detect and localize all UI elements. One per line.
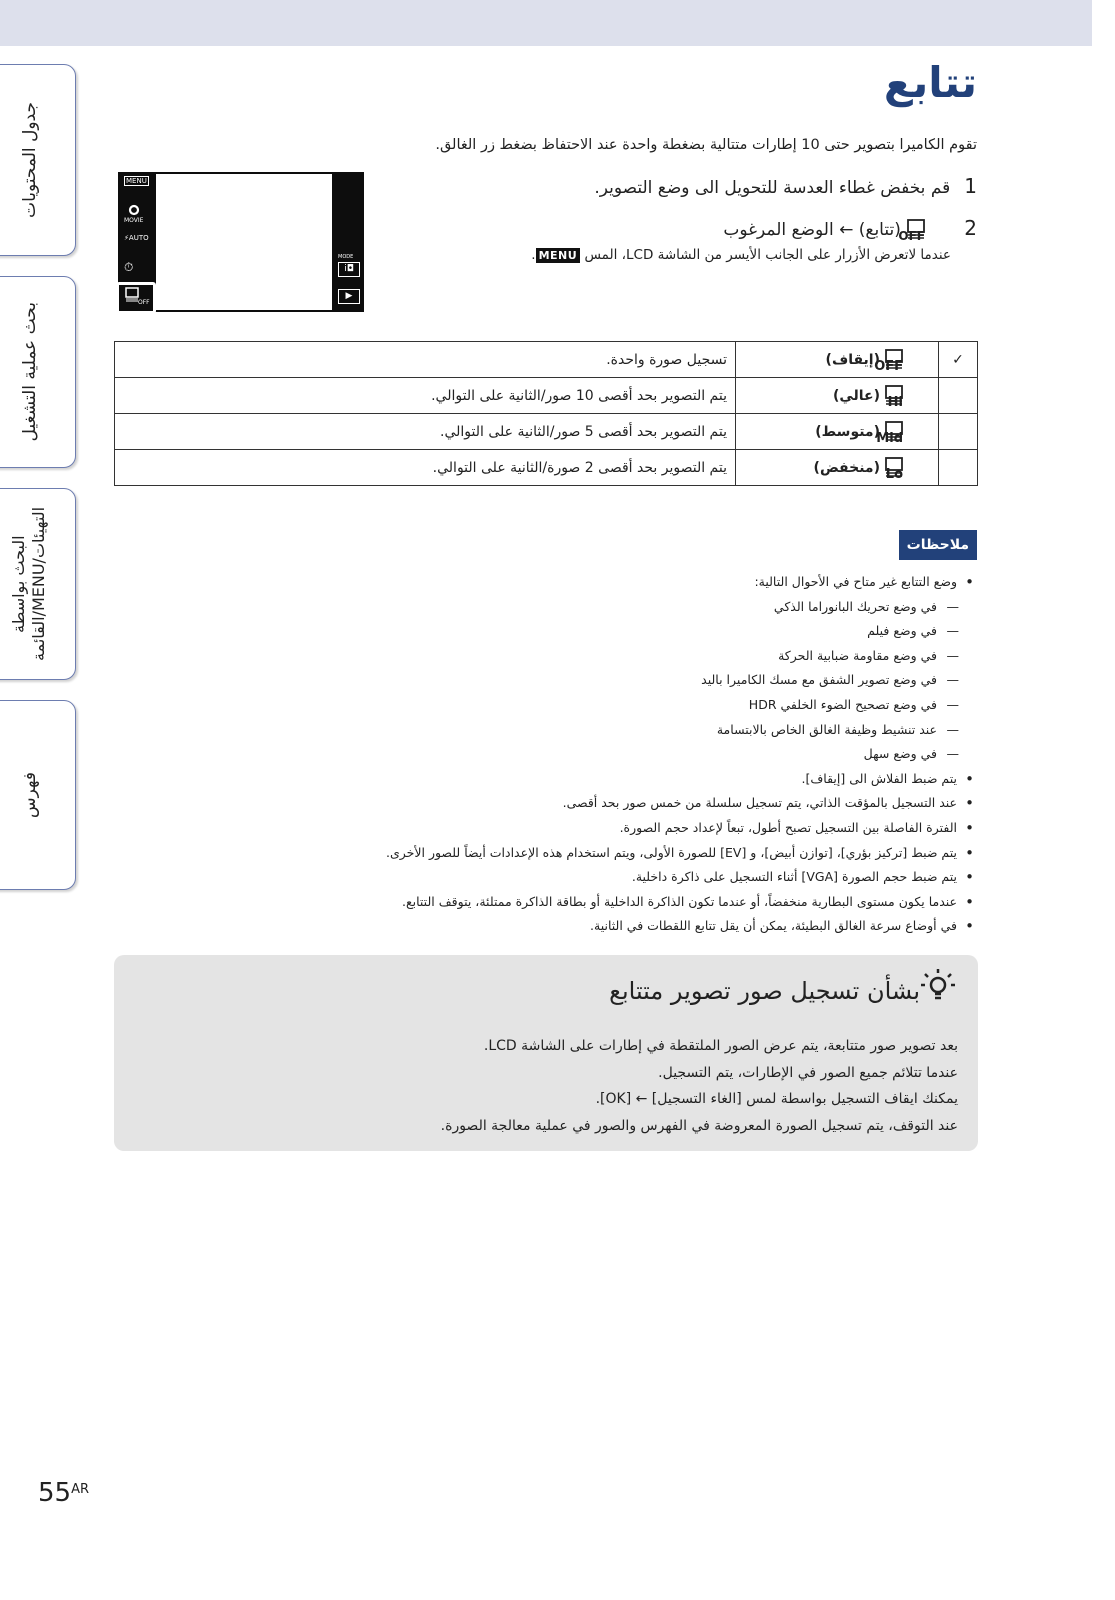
notes-label: ملاحظات <box>899 530 977 560</box>
tip-title: بشأن تسجيل صور تصوير متتابع <box>609 977 920 1005</box>
burst-mode-icon <box>884 384 930 408</box>
camera-viewfinder <box>156 174 332 310</box>
mode-label: (عالي) <box>832 387 880 404</box>
note-subitem: — في وضع تصحيح الضوء الخلفي HDR <box>277 693 977 718</box>
description-cell: يتم التصوير بحد أقصى 2 صورة/الثانية على التوالي. <box>115 450 736 486</box>
svg-text:OFF: OFF <box>138 299 150 306</box>
step-2-text-before: (تتابع) <box>858 220 901 240</box>
intro-text: تقوم الكاميرا بتصوير حتى 10 إطارات متتالية بضغطة واحدة عند الاحتفاظ بضغط زر الغالق. <box>435 137 977 153</box>
note-item: • وضع التتابع غير متاح في الأحوال التالية: <box>277 570 977 595</box>
mode-label: MODE <box>338 254 354 260</box>
note-item: • يتم ضبط حجم الصورة [VGA] أثناء التسجيل على ذاكرة داخلية. <box>277 865 977 890</box>
page-number-value: 55 <box>38 1478 72 1508</box>
burst-mode-icon <box>884 456 930 480</box>
step-2 <box>723 216 977 242</box>
mode-label: (إيقاف) <box>825 351 880 368</box>
description-cell: تسجيل صورة واحدة. <box>115 342 736 378</box>
burst-mode-tag: Mid <box>876 430 903 446</box>
note-subitem: — في وضع تصوير الشفق مع مسك الكاميرا باليد <box>277 668 977 693</box>
page-number-suffix: AR <box>71 1482 90 1497</box>
menu-badge: MENU <box>536 248 581 263</box>
burst-modes-table <box>114 341 978 486</box>
tab-index[interactable] <box>0 700 76 890</box>
burst-off-icon <box>898 218 950 243</box>
movie-label: MOVIE <box>124 217 144 224</box>
tip-line: يمكنك ايقاف التسجيل بواسطة لمس [الغاء التسجيل] ← [OK]. <box>595 1091 958 1107</box>
tip-line: عند التوقف، يتم تسجيل الصورة المعروضة في الفهرس والصور في عملية معالجة الصورة. <box>440 1117 958 1134</box>
table-row <box>115 342 978 378</box>
burst-mode-icon <box>876 420 930 446</box>
note-item: • في أوضاع سرعة الغالق البطيئة، يمكن أن يقل تتابع اللقطات في الثانية. <box>277 914 977 939</box>
tip-line: بعد تصوير صور متتابعة، يتم عرض الصور الملتقطة في إطارات على الشاشة LCD. <box>483 1038 958 1054</box>
burst-mode-tag: OFF <box>874 358 903 374</box>
tab-menu-search[interactable] <box>0 488 76 680</box>
step-2-text-after: ← الوضع المرغوب <box>723 220 854 240</box>
step-note <box>531 247 951 263</box>
note-subitem: — عند تنشيط وظيفة الغالق الخاص بالابتسامة <box>277 718 977 743</box>
description-cell: يتم التصوير بحد أقصى 5 صور/الثانية على التوالي. <box>115 414 736 450</box>
tip-box <box>114 955 978 1151</box>
mode-cell <box>736 414 939 450</box>
mode-label: (متوسط) <box>815 423 880 440</box>
self-timer-icon: ⏱ <box>124 260 134 274</box>
tab-contents[interactable] <box>0 64 76 256</box>
tab-menu-search-label: البحث بواسطة القائمة/MENU/التهيئات <box>9 506 48 662</box>
top-banner <box>0 0 1092 46</box>
mode-cell <box>736 378 939 414</box>
flash-auto-icon: ⚡AUTO <box>124 234 149 242</box>
menu-icon: MENU <box>126 177 147 185</box>
step-1 <box>594 174 977 198</box>
table-row <box>115 378 978 414</box>
notes-list <box>277 570 977 939</box>
mode-label: (منخفض) <box>813 459 880 476</box>
note-subitem: — في وضع مقاومة ضبابية الحركة <box>277 644 977 669</box>
svg-text:OFF: OFF <box>898 229 926 243</box>
note-item: • يتم ضبط [تركيز بؤري]، [توازن أبيض]، و [EV] للصورة الأولى، ويتم استخدام هذه الإعدادات أيضاً للصور الأخرى. <box>277 841 977 866</box>
page-title: تتابع <box>883 58 977 107</box>
burst-mode-tag: Hi <box>887 394 903 410</box>
camera-mode-icon: i◘ <box>338 262 360 277</box>
tab-operation-search[interactable] <box>0 276 76 468</box>
step-1-number: 1 <box>964 174 977 198</box>
note-subitem: — في وضع سهل <box>277 742 977 767</box>
tab-index-label: فهرس <box>20 771 41 819</box>
tab-operation-search-label: بحث عملية التشغيل <box>20 302 41 442</box>
table-row <box>115 450 978 486</box>
mode-cell <box>736 342 939 378</box>
check-icon: ✓ <box>952 351 964 368</box>
camera-screen-illustration <box>118 172 364 312</box>
playback-icon: ▶ <box>338 289 360 304</box>
table-row <box>115 414 978 450</box>
step-note-text: عندما لاتعرض الأزرار على الجانب الأيسر من الشاشة LCD، المس <box>584 247 951 263</box>
note-subitem: — في وضع فيلم <box>277 619 977 644</box>
movie-icon <box>124 204 143 224</box>
check-cell <box>939 450 978 486</box>
flash-auto-label: AUTO <box>128 234 149 242</box>
tip-lines <box>441 1033 958 1139</box>
hint-bulb-icon <box>916 965 960 1009</box>
step-1-text: قم بخفض غطاء العدسة للتحويل الى وضع التصوير. <box>594 178 951 198</box>
note-subitem: — في وضع تحريك البانوراما الذكي <box>277 595 977 620</box>
page-number <box>38 1478 89 1508</box>
step-2-number: 2 <box>964 216 977 240</box>
mode-cell <box>736 450 939 486</box>
check-cell <box>939 414 978 450</box>
note-item: • الفترة الفاصلة بين التسجيل تصبح أطول، تبعاً لإعداد حجم الصورة. <box>277 816 977 841</box>
check-cell <box>939 342 978 378</box>
burst-mode-tag: Lo <box>885 466 903 482</box>
step-note-end: . <box>531 247 536 263</box>
burst-selected-icon <box>116 282 156 314</box>
tab-contents-label: جدول المحتويات <box>20 102 41 218</box>
check-cell <box>939 378 978 414</box>
note-item: • عند التسجيل بالمؤقت الذاتي، يتم تسجيل سلسلة من خمس صور بحد أقصى. <box>277 791 977 816</box>
description-cell: يتم التصوير بحد أقصى 10 صور/الثانية على التوالي. <box>115 378 736 414</box>
burst-mode-icon <box>874 348 930 374</box>
note-item: • يتم ضبط الفلاش الى [إيقاف]. <box>277 767 977 792</box>
note-item: • عندما يكون مستوى البطارية منخفضاً، أو عندما تكون الذاكرة الداخلية أو بطاقة الذاكرة ممتلئة، يتوقف التتابع. <box>277 890 977 915</box>
tip-line: عندما تتلائم جميع الصور في الإطارات، يتم التسجيل. <box>658 1064 958 1081</box>
